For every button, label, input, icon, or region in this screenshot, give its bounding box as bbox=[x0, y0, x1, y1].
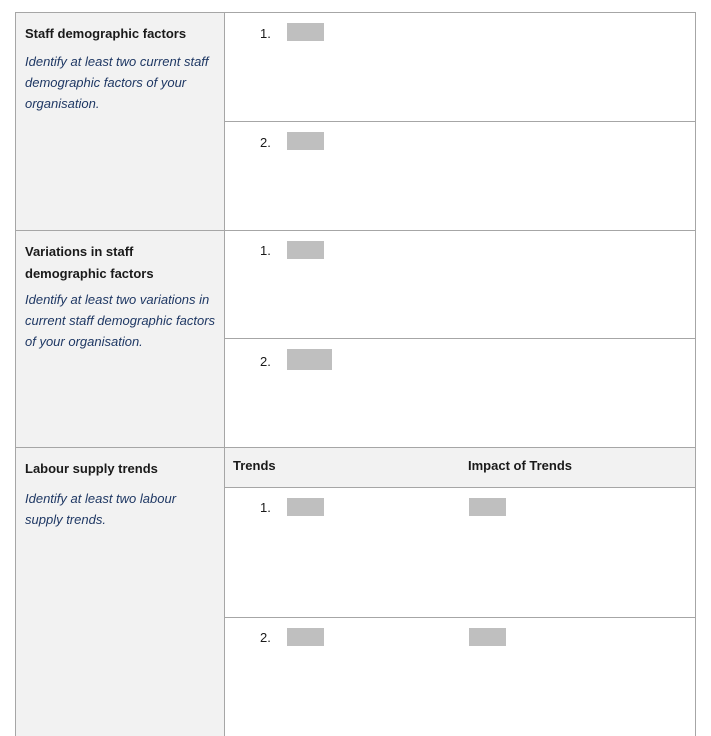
form-field[interactable] bbox=[287, 241, 324, 259]
labour-supply-label-cell bbox=[15, 447, 225, 736]
staff-demographic-instruction: Identify at least two current staff demographic factors of your organisation. bbox=[25, 54, 209, 111]
form-field[interactable] bbox=[287, 132, 324, 150]
variations-cell-2 bbox=[225, 338, 696, 448]
impact-cell-2 bbox=[460, 617, 696, 736]
item-number: 2. bbox=[260, 135, 271, 150]
staff-demographic-title: Staff demographic factors bbox=[25, 26, 187, 41]
labour-supply-title: Labour supply trends bbox=[25, 461, 158, 476]
variations-instruction: Identify at least two variations in current staff demographic factors of your organisation. bbox=[25, 292, 216, 349]
item-number: 2. bbox=[260, 630, 271, 645]
staff-demographic-label-cell bbox=[15, 12, 225, 231]
impact-cell-1 bbox=[460, 487, 696, 618]
form-field[interactable] bbox=[469, 628, 506, 646]
item-number: 1. bbox=[260, 500, 271, 515]
trends-column-header: Trends bbox=[225, 447, 461, 488]
item-number: 1. bbox=[260, 243, 271, 258]
staff-demographic-cell-2 bbox=[225, 121, 696, 231]
trends-cell-1 bbox=[225, 487, 461, 618]
form-field[interactable] bbox=[469, 498, 506, 516]
variations-cell-1 bbox=[225, 230, 696, 339]
form-field[interactable] bbox=[287, 498, 324, 516]
variations-label-cell bbox=[15, 230, 225, 448]
form-field[interactable] bbox=[287, 349, 332, 370]
variations-title: Variations in staff demographic factors bbox=[25, 244, 154, 281]
item-number: 2. bbox=[260, 354, 271, 369]
impact-column-header: Impact of Trends bbox=[460, 447, 696, 488]
form-field[interactable] bbox=[287, 628, 324, 646]
item-number: 1. bbox=[260, 26, 271, 41]
trends-cell-2 bbox=[225, 617, 461, 736]
staff-demographic-cell-1 bbox=[225, 12, 696, 122]
form-field[interactable] bbox=[287, 23, 324, 41]
labour-supply-instruction: Identify at least two labour supply trends. bbox=[25, 491, 177, 527]
